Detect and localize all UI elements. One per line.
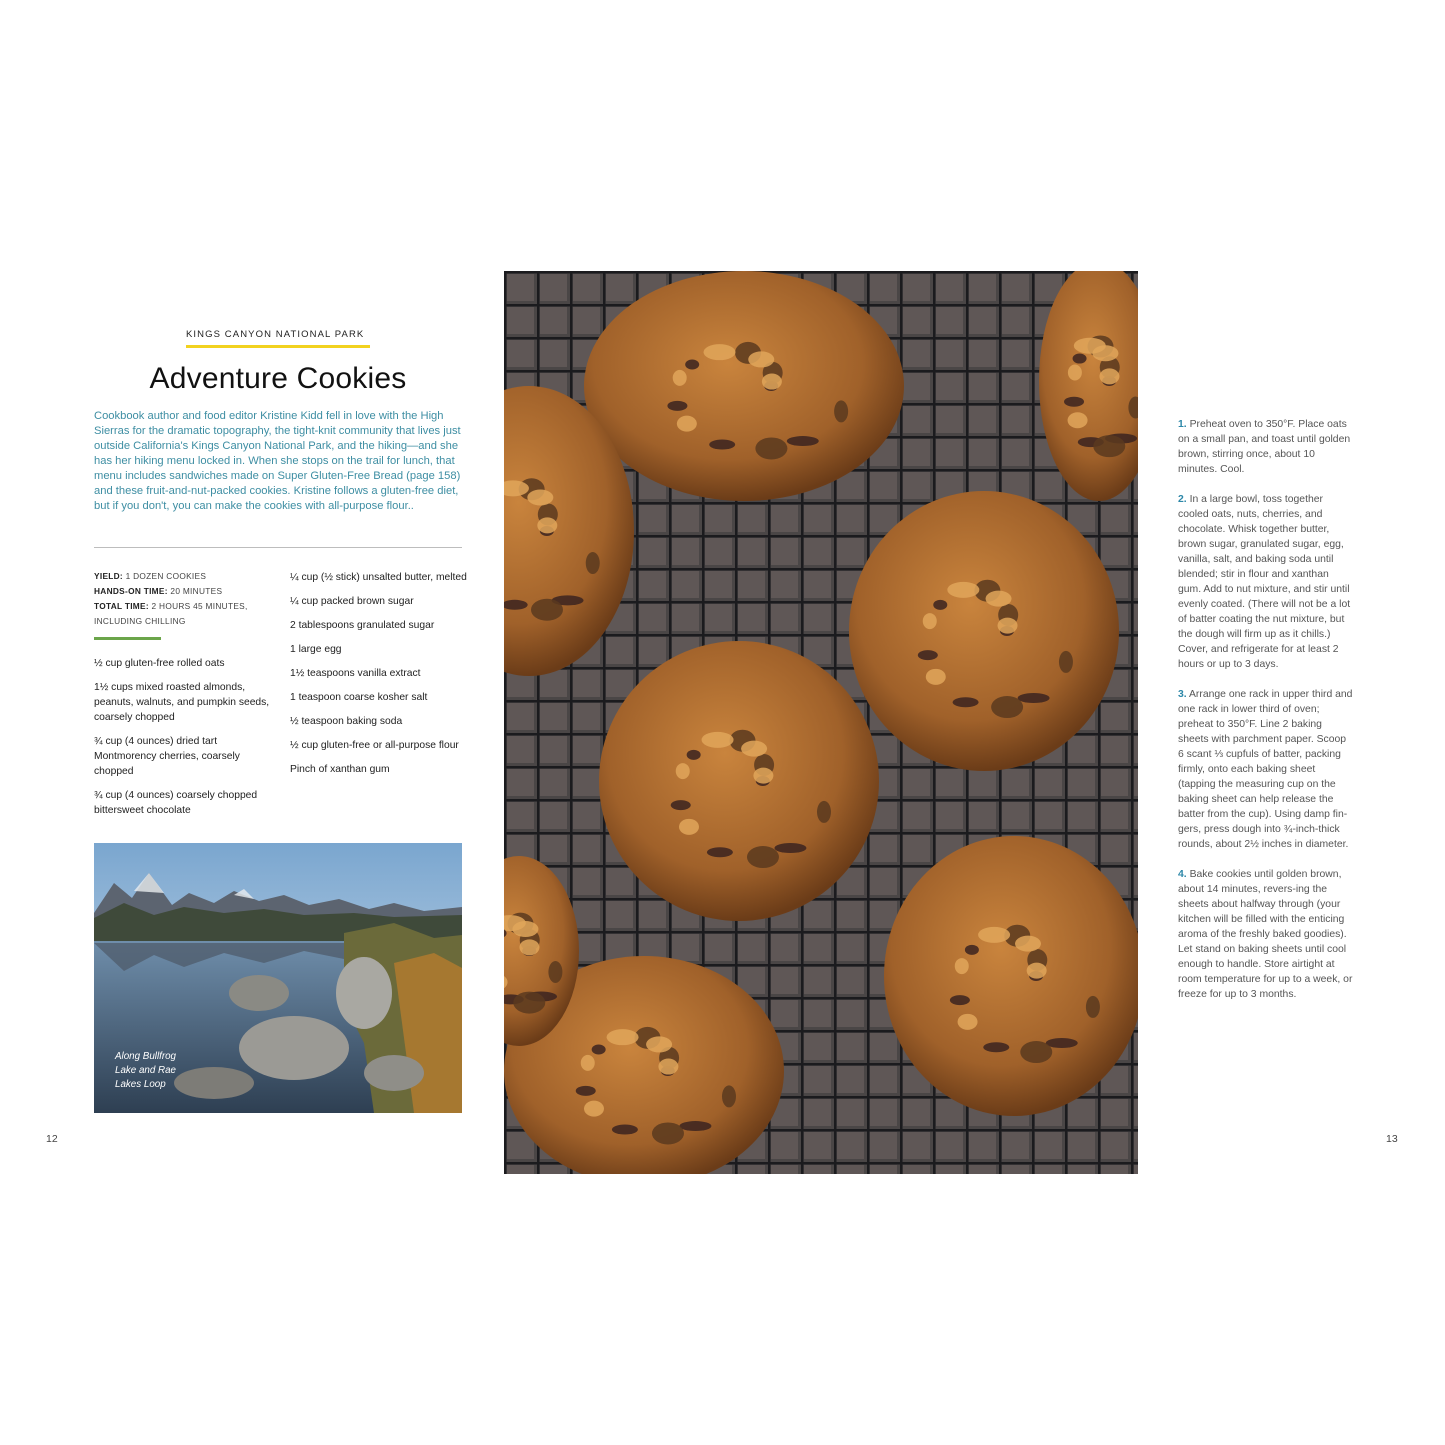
- cookie-chunk: [671, 800, 691, 810]
- cookie-chunk: [741, 741, 767, 757]
- total-row: [94, 599, 284, 629]
- ingredient: 2 tablespoons granulated sugar: [290, 620, 435, 631]
- yield-label: YIELD:: [94, 571, 123, 581]
- cookie-chunk: [1027, 963, 1047, 979]
- cookie-chunk: [753, 768, 773, 784]
- cookie-chunk: [1018, 693, 1050, 703]
- step-number: 2.: [1178, 494, 1187, 505]
- kicker-underline: [186, 345, 370, 348]
- cookie-shape: [584, 271, 904, 501]
- ingredient: ½ teaspoon baking soda: [290, 716, 403, 727]
- cookie-chunk: [704, 344, 736, 360]
- cookie-chunk: [965, 945, 979, 955]
- cookie-chunk: [1064, 397, 1084, 407]
- cookie-chunk: [548, 961, 562, 983]
- cookie-chunk: [581, 1055, 595, 1071]
- cookies-on-rack-image: [504, 271, 1138, 1174]
- cookie-chunk: [926, 669, 946, 685]
- cookie-chunk: [755, 437, 787, 459]
- step-3: [1178, 687, 1354, 852]
- divider: [94, 547, 462, 548]
- cookie-chunk: [998, 618, 1018, 634]
- cookie-chunk: [1092, 345, 1118, 361]
- step-text: Preheat oven to 350°F. Place oats on a small pan, and toast until golden brown, stirring once, about 10 minutes. Cool.: [1178, 419, 1351, 475]
- cookie-chunk: [986, 591, 1012, 607]
- cookie-chunk: [1068, 364, 1082, 380]
- cookie-chunk: [679, 1121, 711, 1131]
- cookie-chunk: [687, 750, 701, 760]
- cookie-chunk: [978, 927, 1010, 943]
- cookie-chunk: [612, 1125, 638, 1135]
- cookie-chunk: [584, 1101, 604, 1117]
- cookie-chunk: [607, 1029, 639, 1045]
- cookie-chunk: [527, 489, 553, 505]
- cookie-chunk: [702, 732, 734, 748]
- cookie-chunk: [747, 846, 779, 868]
- cookie-chunk: [519, 939, 539, 955]
- cookie-chunk: [774, 843, 806, 853]
- page-number-right: 13: [1386, 1133, 1398, 1145]
- cookie-chunk: [1093, 435, 1125, 457]
- caption-line: Along Bullfrog: [115, 1051, 176, 1062]
- hands-on-label: HANDS-ON TIME:: [94, 586, 168, 596]
- cookie-chunk: [592, 1044, 606, 1054]
- cookie-chunk: [1086, 996, 1100, 1018]
- cookie-chunk: [1073, 354, 1087, 364]
- cookie-chunk: [707, 847, 733, 857]
- cookie-chunk: [667, 401, 687, 411]
- recipe-meta: [94, 569, 284, 629]
- ingredients-list-right: [290, 570, 470, 786]
- cookie-chunk: [576, 1086, 596, 1096]
- cookie-chunk: [958, 1014, 978, 1030]
- hands-on-value: 20 MINUTES: [170, 586, 223, 596]
- step-text: In a large bowl, toss together cooled oats, nuts, cherries, and chocolate. Whisk together butter, brown sugar, granulated sugar, egg, vanilla, salt, and baking soda until blended; stir in flour and xanthan gum. Add to nut mixture, and stir until evenly coated. (There will not be a lot of batter coating the nut mixture, but the dough will firm up as it chills.) Cover, and refrigerate for at least 2 hours or up to 3 days.: [1178, 494, 1351, 670]
- step-text: Arrange one rack in upper third and one rack in lower third of oven; preheat to 350°F. Line 2 baking sheets with parchment paper. Scoop 6 scant ⅓ cupfuls of batter, packing firmly, onto each baking sheet (tapping the measuring cup on the baking sheet can help release the batter from the cup). Using damp fin-gers, press dough into ¾-inch-thick rounds, about 2½ inches in diameter.: [1178, 689, 1353, 850]
- cookie-chunk: [513, 992, 545, 1014]
- recipe-title: Adventure Cookies: [149, 362, 407, 395]
- cookie-chunk: [787, 436, 819, 446]
- cookie-chunk: [531, 599, 563, 621]
- total-value: 2 HOURS 45 MINUTES, INCLUDING CHILLING: [94, 601, 248, 626]
- cookie-chunk: [512, 921, 538, 937]
- ingredient: ½ cup gluten-free or all-purpose flour: [290, 740, 459, 751]
- cookie-chunk: [918, 650, 938, 660]
- cookie-shape: [884, 836, 1138, 1116]
- cookie-chunk: [1015, 936, 1041, 952]
- cookie-chunk: [955, 958, 969, 974]
- ingredient: ¼ cup packed brown sugar: [290, 596, 414, 607]
- cookie-chunk: [817, 801, 831, 823]
- step-number: 4.: [1178, 869, 1187, 880]
- ingredient: 1 teaspoon coarse kosher salt: [290, 692, 428, 703]
- photo-caption: [115, 1050, 215, 1092]
- step-number: 1.: [1178, 419, 1187, 430]
- total-label: TOTAL TIME:: [94, 601, 149, 611]
- method-steps: [1178, 417, 1354, 1017]
- caption-line: Lake and Rae: [115, 1065, 177, 1076]
- cookie-shape: [849, 491, 1119, 771]
- cookie-chunk: [652, 1122, 684, 1144]
- cookie-chunk: [947, 582, 979, 598]
- cookie-shape: [599, 641, 879, 921]
- hands-on-row: [94, 584, 284, 599]
- page-number-left: 12: [46, 1133, 58, 1145]
- step-1: [1178, 417, 1354, 477]
- cookie-chunk: [991, 696, 1023, 718]
- ingredient: ½ cup gluten-free rolled oats: [94, 658, 225, 669]
- cookie-chunk: [1099, 368, 1119, 384]
- cookie-chunk: [834, 400, 848, 422]
- cookie-chunk: [748, 351, 774, 367]
- cookie-chunk: [950, 995, 970, 1005]
- step-number: 3.: [1178, 689, 1187, 700]
- cookie-chunk: [646, 1036, 672, 1052]
- cookie-chunk: [676, 763, 690, 779]
- section-kicker: KINGS CANYON NATIONAL PARK: [186, 329, 365, 340]
- ingredient: 1 large egg: [290, 644, 342, 655]
- cookie-chunk: [537, 517, 557, 533]
- cookie-chunk: [923, 613, 937, 629]
- cookie-chunk: [953, 697, 979, 707]
- cookie-chunk: [762, 374, 782, 390]
- yield-row: [94, 569, 284, 584]
- step-2: [1178, 492, 1354, 672]
- ingredient: ¾ cup (4 ounces) coarsely chopped bittersweet chocolate: [94, 790, 258, 816]
- step-text: Bake cookies until golden brown, about 14 minutes, revers-ing the sheets about halfway through (your kitchen will be filled with the enticing aroma of the freshly baked goodies). Let stand on baking sheets until cool enough to handle. Store airtight at room temperature for up to a week, or freeze for up to 3 months.: [1178, 869, 1353, 1000]
- meta-underline: [94, 637, 161, 640]
- ingredient: Pinch of xanthan gum: [290, 764, 390, 775]
- yield-value: 1 DOZEN COOKIES: [125, 571, 207, 581]
- step-4: [1178, 867, 1354, 1002]
- cookie-chunk: [677, 416, 697, 432]
- cookie-chunk: [983, 1042, 1009, 1052]
- cookie-chunk: [673, 370, 687, 386]
- cookie-chunk: [679, 819, 699, 835]
- cookie-chunk: [1020, 1041, 1052, 1063]
- cookie-chunk: [1068, 412, 1088, 428]
- ingredient: ¾ cup (4 ounces) dried tart Montmorency cherries, coarsely chopped: [94, 736, 240, 777]
- cookie-chunk: [933, 600, 947, 610]
- ingredient: 1½ teaspoons vanilla extract: [290, 668, 421, 679]
- cookie-chunk: [1059, 651, 1073, 673]
- cookie-chunk: [1046, 1038, 1078, 1048]
- cookies-photo: [504, 271, 1138, 1174]
- recipe-intro: Cookbook author and food editor Kristine Kidd fell in love with the High Sierras for the dramatic topography, the tight-knit community that lives just outside California's Kings Canyon National Park, and the hiking—and she has her hiking menu locked in. When she stops on the trail for lunch, that menu includes sandwiches made on Super Gluten-Free Bread (page 158) and these fruit-and-nut-packed cookies. Kristine follows a gluten-free diet, but if you don't, you can make the cookies with all-purpose flour..: [94, 410, 461, 512]
- cookie-chunk: [658, 1059, 678, 1075]
- ingredient: 1½ cups mixed roasted almonds, peanuts, walnuts, and pumpkin seeds, coarsely chopped: [94, 682, 270, 723]
- cookie-chunk: [685, 359, 699, 369]
- cookie-chunk: [709, 440, 735, 450]
- ingredient: ¼ cup (½ stick) unsalted butter, melted: [290, 572, 467, 583]
- cookie-chunk: [586, 552, 600, 574]
- cookie-chunk: [722, 1085, 736, 1107]
- caption-line: Lakes Loop: [115, 1079, 166, 1090]
- ingredients-list-left: [94, 656, 274, 827]
